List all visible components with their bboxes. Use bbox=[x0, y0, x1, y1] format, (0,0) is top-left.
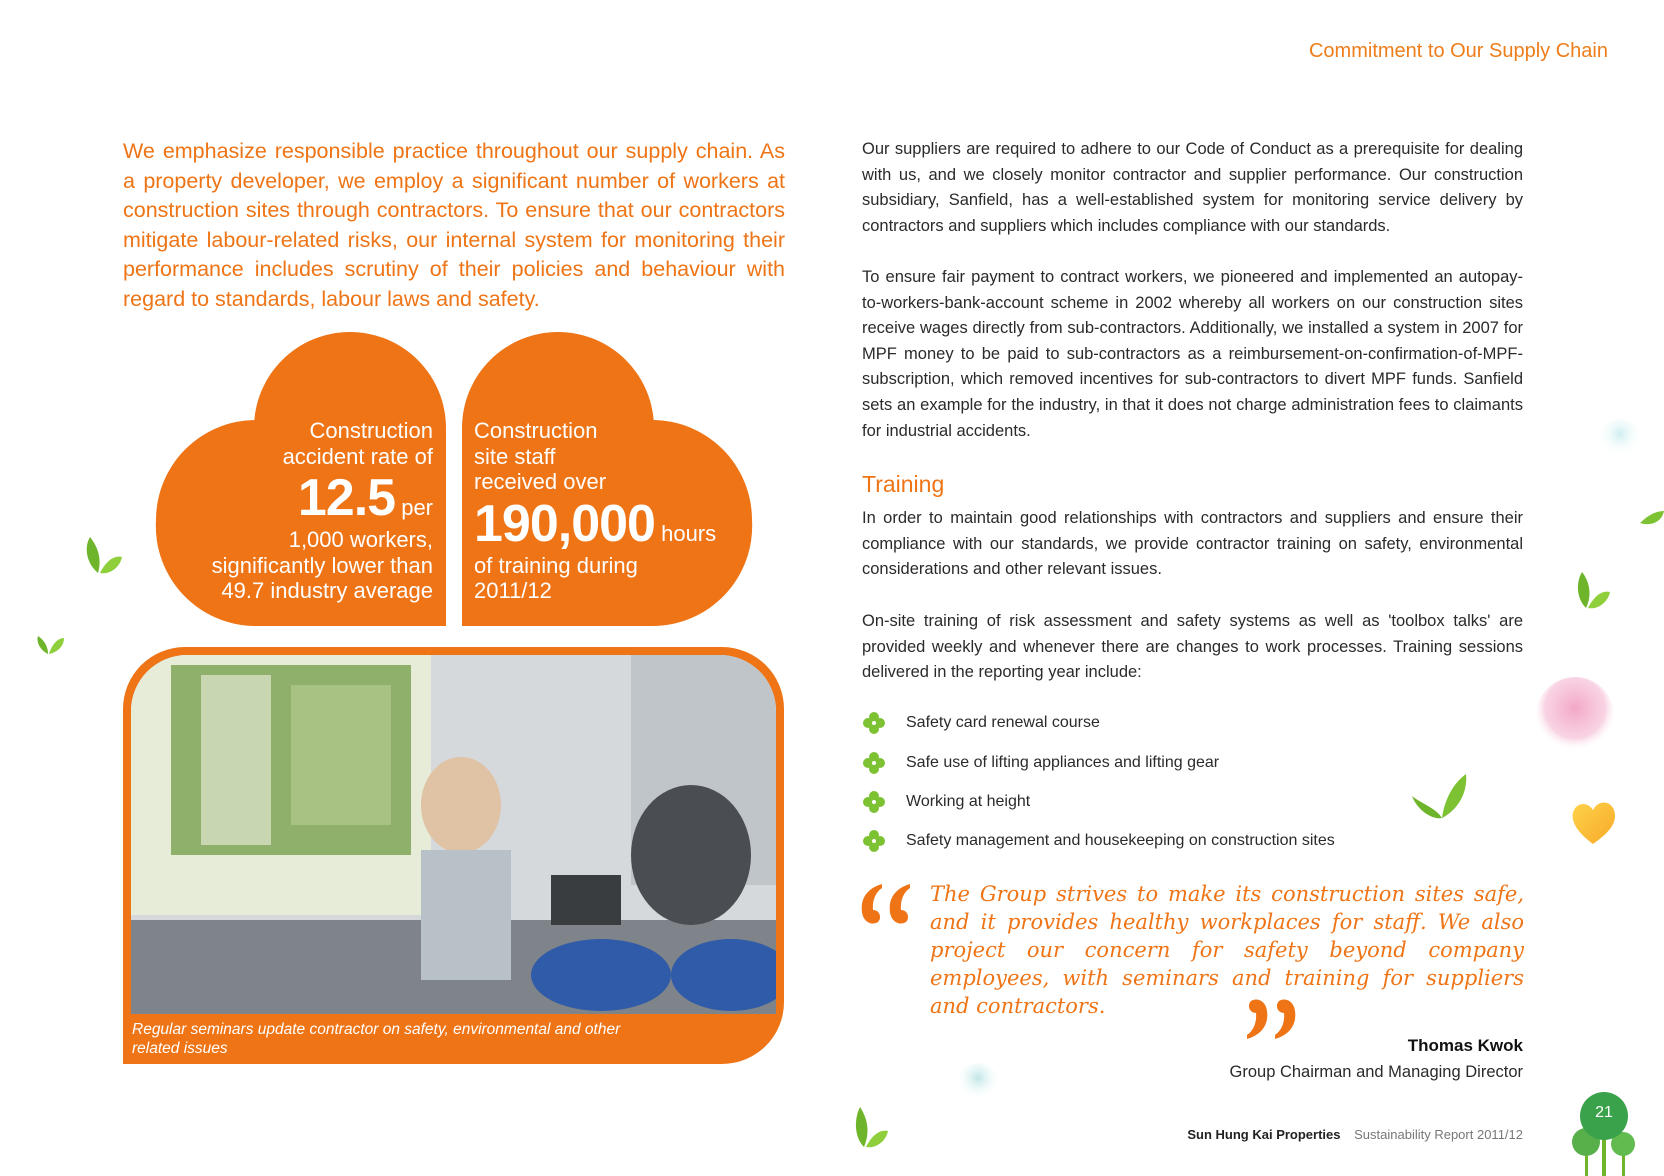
stat-text: accident rate of bbox=[282, 443, 433, 469]
seminar-photo bbox=[131, 655, 776, 1014]
stat-text: 2011/12 bbox=[474, 578, 552, 603]
stat-unit: hours bbox=[661, 520, 717, 546]
list-item-label: Safety card renewal course bbox=[906, 714, 1100, 731]
list-item bbox=[862, 829, 1335, 853]
decorative-bubble-icon bbox=[956, 1062, 1000, 1106]
decorative-bubble-icon bbox=[1535, 676, 1615, 756]
decorative-leaf-icon bbox=[80, 533, 125, 578]
stat-text: 1,000 workers, bbox=[288, 527, 433, 552]
clover-bullet-icon bbox=[862, 790, 886, 814]
clover-bullet-icon bbox=[862, 751, 886, 775]
decorative-leaf-icon bbox=[848, 1105, 890, 1151]
chairman-quote: The Group strives to make its construction sites safe, and it provides healthy workplaces for staff. We also project our concern for safety beyond company employees, with seminars and training for suppliers and contractors. bbox=[930, 882, 1524, 1018]
clover-bullet-icon bbox=[862, 711, 886, 735]
stat-value: 190,000 bbox=[474, 494, 655, 553]
section-title: Commitment to Our Supply Chain bbox=[1308, 40, 1608, 62]
list-item-label: Safe use of lifting appliances and lifting gear bbox=[906, 754, 1220, 771]
training-hours-stat bbox=[474, 418, 774, 604]
seminar-illustration bbox=[131, 655, 776, 1014]
stat-value: 12.5 bbox=[297, 469, 396, 527]
paragraph-fair-payment: To ensure fair payment to contract workers, we pioneered and implemented an autopay-to-workers-bank-account scheme in 2002 whereby all workers on our construction sites receive wages directly from sub-contractors. Additionally, we installed a system in 2007 for MPF money to be paid to sub-contractors as a reimbursement-on-confirmation-of-MPF-subscription, which removed incentives for sub-contractors to divert MPF funds. Sanfield sets an example for the industry, in that it does not charge administration fees to claimants for industrial accidents. bbox=[862, 268, 1523, 440]
list-item bbox=[862, 711, 1100, 735]
lead-paragraph: We emphasize responsible practice throughout our supply chain. As a property developer, we employ a significant number of workers at construction sites through contractors. To ensure that our contractors mitigate labour-related risks, our internal system for monitoring their performance includes scrutiny of their policies and behaviour with regard to standards, labour laws and safety. bbox=[123, 139, 785, 311]
list-item bbox=[862, 790, 1030, 814]
stat-text: Construction bbox=[474, 418, 598, 443]
page-footer bbox=[1187, 1127, 1523, 1142]
decorative-bubble-icon bbox=[1598, 418, 1642, 462]
paragraph-contractor-training: In order to maintain good relationships with contractors and suppliers and ensure their compliance with our standards, we provide contractor training on safety, environmental considerations and other relevant issues. bbox=[862, 509, 1523, 579]
quote-author-title: Group Chairman and Managing Director bbox=[1229, 1063, 1523, 1081]
decorative-leaf-icon bbox=[1572, 568, 1612, 612]
paragraph-onsite-training: On-site training of risk assessment and safety systems as well as 'toolbox talks' are provided weekly and whenever there are changes to work processes. Training sessions delivered in the reporting year include: bbox=[862, 612, 1523, 682]
accident-rate-stat bbox=[150, 418, 433, 604]
decorative-heart-icon bbox=[1568, 796, 1618, 848]
quote-author-name: Thomas Kwok bbox=[1407, 1036, 1523, 1055]
stat-text: of training during bbox=[474, 552, 638, 578]
list-item-label: Safety management and housekeeping on construction sites bbox=[906, 832, 1335, 849]
clover-bullet-icon bbox=[862, 829, 886, 853]
stat-text: received over bbox=[474, 469, 607, 494]
list-item-label: Working at height bbox=[906, 793, 1031, 810]
stat-text: site staff bbox=[474, 443, 556, 469]
decorative-leaf-icon bbox=[1638, 505, 1664, 535]
decorative-leaf-icon bbox=[1408, 770, 1468, 822]
footer-report: Sustainability Report 2011/12 bbox=[1354, 1127, 1523, 1142]
stat-text: 49.7 industry average bbox=[221, 578, 433, 603]
decorative-tree-icon bbox=[1565, 1090, 1643, 1176]
close-quote-icon bbox=[1245, 995, 1297, 1041]
stat-unit: per bbox=[401, 495, 433, 520]
page-number: 21 bbox=[1595, 1104, 1613, 1121]
photo-caption: Regular seminars update contractor on safety, environmental and other related issues bbox=[132, 1021, 621, 1057]
footer-company: Sun Hung Kai Properties bbox=[1187, 1127, 1341, 1142]
decorative-leaf-icon bbox=[34, 630, 66, 658]
stat-text: significantly lower than bbox=[211, 552, 433, 578]
open-quote-icon bbox=[860, 882, 912, 928]
paragraph-code-of-conduct: Our suppliers are required to adhere to our Code of Conduct as a prerequisite for dealing with us, and we closely monitor contractor and supplier performance. Our construction subsidiary, Sanfield, has a well-established system for monitoring service delivery by contractors and suppliers which includes compliance with our standards. bbox=[862, 140, 1523, 235]
training-heading: Training bbox=[862, 471, 945, 497]
stat-text: Construction bbox=[309, 418, 433, 443]
list-item bbox=[862, 751, 1219, 775]
